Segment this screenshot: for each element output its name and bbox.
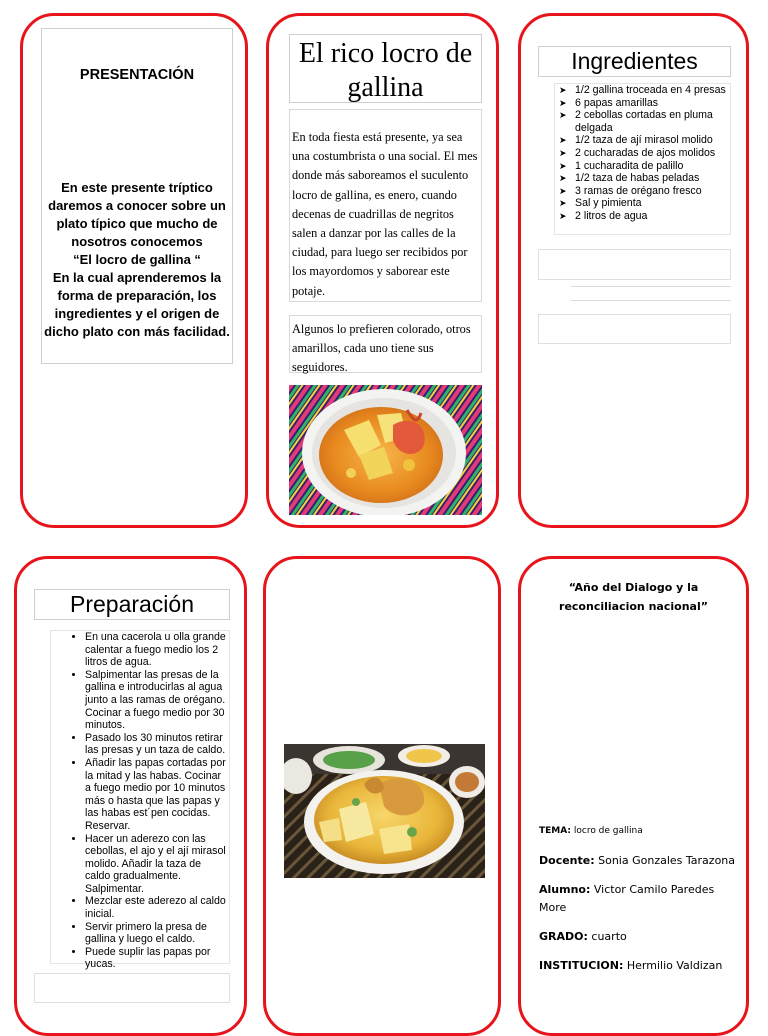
presentation-body	[44, 179, 230, 341]
preparation-step: • En una cacerola u olla grande calentar a fuego medio los 2 litros de agua.	[85, 631, 227, 669]
grado-value: cuarto	[591, 930, 627, 943]
intro-textbox-1	[289, 109, 482, 302]
preparation-step: • Pasado los 30 minutos retirar las presas y un taza de caldo.	[85, 732, 227, 757]
locro-photo-2	[284, 744, 485, 878]
ingredient-item: ➤ 1/2 taza de habas peladas	[559, 172, 728, 185]
ingredients-title: Ingredientes	[571, 48, 698, 74]
presentation-panel	[20, 13, 248, 528]
intro-text-1: En toda fiesta está presente, ya sea una costumbrista o una social. El mes donde más saboreamos el suculento locro de gallina, es enero, cuando decenas de cuadrillas de negritos salen a danzar por las calles de la ciudad, para luego ser recibidos por los mayordomos y saborear este potaje.	[292, 130, 478, 298]
ingredient-item: ➤ 6 papas amarillas	[559, 97, 728, 110]
docente-label: Docente:	[539, 854, 595, 867]
ingredient-item: ➤ 1/2 taza de ají mirasol molido	[559, 134, 728, 147]
divider-line	[571, 286, 731, 287]
ingredient-item: ➤ 1/2 gallina troceada en 4 presas	[559, 84, 728, 97]
intro-textbox-2	[289, 315, 482, 373]
cover-panel	[518, 556, 749, 1036]
year-motto: “Año del Dialogo y la reconciliacion nacional”	[559, 581, 708, 613]
ingredients-list-box	[554, 83, 731, 235]
tema-value: locro de gallina	[573, 826, 643, 836]
institucion-value: Hermilio Valdizan	[626, 959, 723, 972]
docente-row	[539, 852, 740, 870]
ingredients-panel	[518, 13, 749, 528]
photo-panel	[263, 556, 501, 1036]
intro-title: El rico locro de gallina	[298, 38, 473, 103]
empty-textbox	[538, 249, 731, 280]
institucion-label: INSTITUCION:	[539, 959, 624, 972]
institucion-row	[539, 957, 740, 975]
presentation-textbox	[41, 28, 233, 364]
grado-label: GRADO:	[539, 930, 588, 943]
preparation-step: • Servir primero la presa de gallina y luego el caldo.	[85, 921, 227, 946]
preparation-step: • Salpimentar las presas de la gallina e introducirlas al agua junto a las ramas de orégano. Cocinar a fuego medio por 30 minutos.	[85, 669, 227, 732]
preparation-title: Preparación	[69, 591, 195, 617]
ingredients-title-box	[538, 46, 731, 77]
empty-textbox	[538, 314, 731, 344]
ingredient-item: ➤ 1 cucharadita de palillo	[559, 160, 728, 173]
preparation-panel	[14, 556, 247, 1036]
presentation-dish-name: “El locro de gallina “	[73, 252, 201, 267]
empty-textbox	[34, 973, 230, 1003]
presentation-paragraph-2: En la cual aprenderemos la forma de preparación, los ingredientes y el origen de dicho plato con más facilidad.	[44, 270, 230, 339]
alumno-value: Victor Camilo Paredes More	[539, 883, 715, 914]
intro-text-2: Algunos lo prefieren colorado, otros amarillos, cada uno tiene sus seguidores.	[292, 322, 471, 375]
ingredient-item: ➤ 3 ramas de orégano fresco	[559, 185, 728, 198]
locro-photo-1	[289, 385, 482, 515]
alumno-row	[539, 881, 740, 917]
preparation-steps	[51, 631, 227, 971]
preparation-step: • Puede suplir las papas por yucas.	[85, 946, 227, 971]
preparation-step: • Añadir las papas cortadas por la mitad y las habas. Cocinar a fuego medio por 10 minutos más o hasta que las papas y las habas est´pen cocidas. Reservar.	[85, 757, 227, 833]
preparation-step: • Hacer un aderezo con las cebollas, el ajo y el ají mirasol molido. Añadir la taza de caldo gradualmente. Salpimentar.	[85, 833, 227, 896]
divider-line	[571, 300, 731, 301]
ingredient-item: ➤ 2 litros de agua	[559, 210, 728, 223]
presentation-paragraph-1: En este presente tríptico daremos a conocer sobre un plato típico que mucho de nosotros conocemos	[48, 180, 226, 249]
presentation-title: PRESENTACIÓN	[79, 67, 195, 83]
preparation-list-box	[50, 630, 230, 971]
intro-title-box	[289, 34, 482, 103]
student-info	[539, 822, 740, 986]
ingredient-item: ➤ 2 cucharadas de ajos molidos	[559, 147, 728, 160]
grado-row	[539, 928, 740, 946]
docente-value: Sonia Gonzales Tarazona	[598, 854, 736, 867]
alumno-label: Alumno:	[539, 883, 591, 896]
preparation-step: • Mezclar este aderezo al caldo inicial.	[85, 895, 227, 920]
ingredients-list	[559, 84, 728, 223]
preparation-title-box	[34, 589, 230, 620]
ingredient-item: ➤ Sal y pimienta	[559, 197, 728, 210]
tema-row	[539, 822, 740, 840]
ingredient-item: ➤ 2 cebollas cortadas en pluma delgada	[559, 109, 728, 134]
tema-label: TEMA:	[539, 826, 571, 836]
intro-panel	[266, 13, 499, 528]
